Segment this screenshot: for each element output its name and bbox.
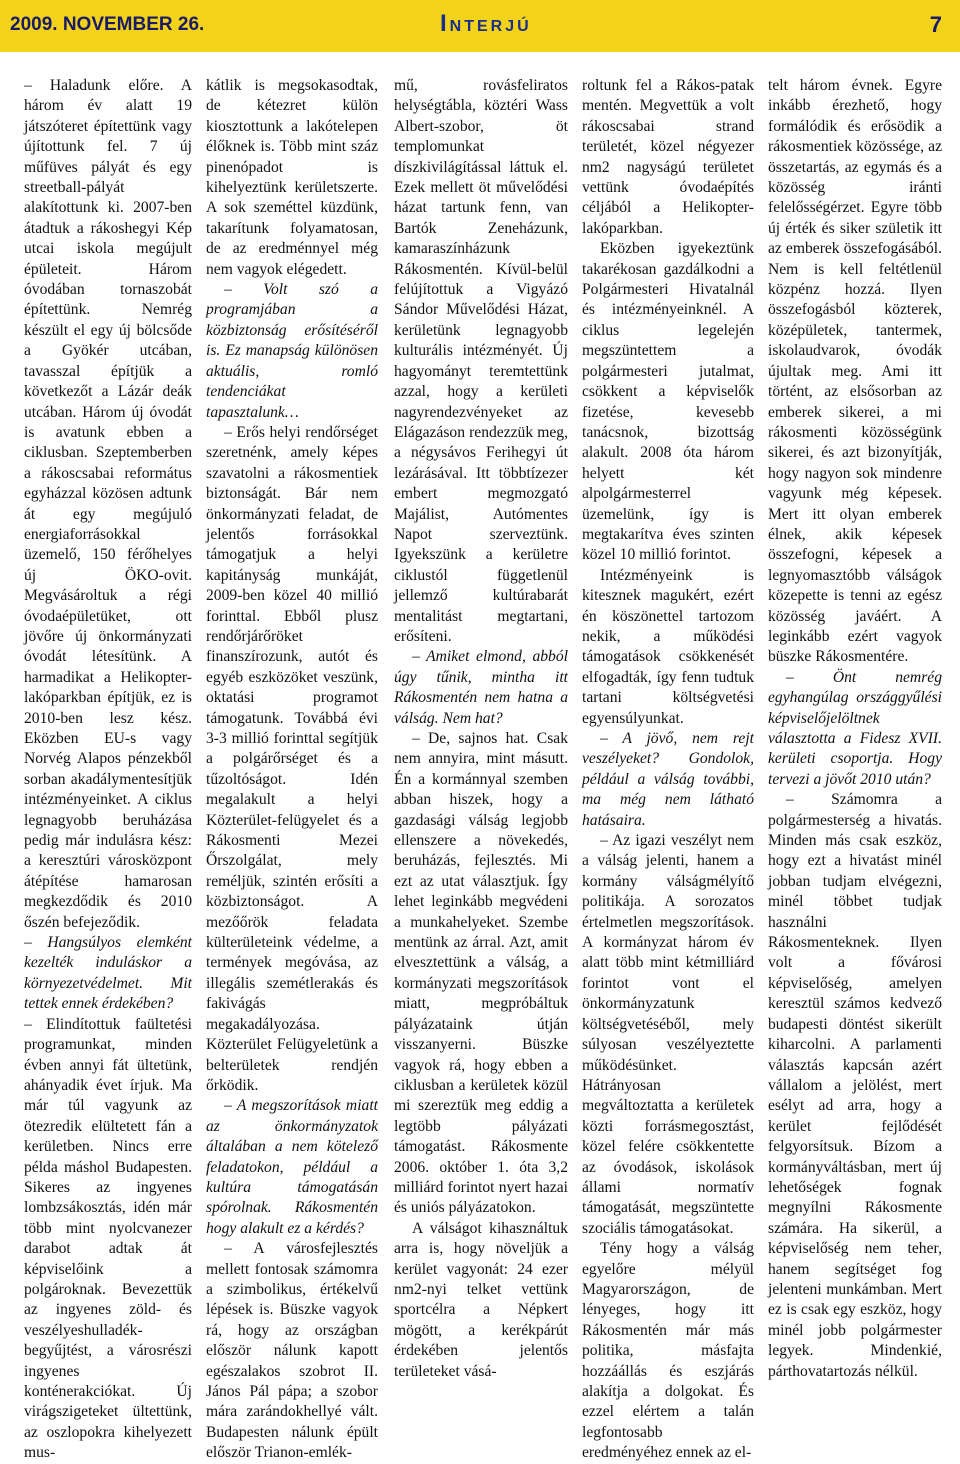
page-number: 7 (929, 12, 942, 37)
section-title-initial: I (440, 10, 450, 37)
paragraph: – De, sajnos hat. Csak nem annyira, mint másutt. Én a kormánnyal szemben abban hiszek, hogy a gazdasági válság legjobb ellenszere a növekedés, beruházás, fejlesztés. Mi ezt az utat választjuk. Így lehet leginkább megvédeni a munkahelyeket. Szembe mentünk az árral. Azt, amit elvesztettünk a válság, a kormányzati megszorítások miatt, megpróbáltuk pályázataink útján visszanyerni. Büszke vagyok rá, hogy ebben a ciklusban a kerületek közül mi szereztük meg eddig a legtöbb pályázati támogatást. Rákosmente 2006. október 1. óta 3,2 milliárd forintot nyert hazai és uniós pályázatokon. (394, 730, 568, 1217)
text-column-4 (582, 76, 754, 1462)
paragraph: – A városfejlesztés mellett fontosak számomra a szimbolikus, értékelvű lépések is. Büszke vagyok rá, hogy az országban először nálunk kapott egészalakos szobrot II. János Pál pápa; a szobor mára zarándokhellyé vált. Budapesten nálunk épült először Trianon-emlék- (206, 1240, 378, 1462)
paragraph: kátlik is megsokasodtak, de kétezret külön kiosztottunk a lakótelepen élőknek is. Több mint száz pinenópadot is kihelyeztünk kerületszerte. A sok szeméttel küzdünk, takarítunk folyamatosan, de az eredménnyel még nem vagyok elégedett. (206, 77, 378, 278)
paragraph: – Elindítottuk faültetési programunkat, minden évben annyi fát ültetünk, ahányadik évet írjuk. Ma már túl vagyunk az ötezredik elültetett fán a kerületben. Nincs erre példa máshol Budapesten. Sikeres az ingyenes lombzsákosztás, idén már több mint nyolcvanezer darabot adtak át képviselőink a polgároknak. Bevezettük az ingyenes zöld- és veszélyeshulladék-begyűjtést, a városrészi ingyenes konténerakciókat. Új virágszigeteket ültettünk, az oszlopokra kihelyezett mus- (24, 1015, 192, 1462)
interview-question: – A megszorítások miatt az önkormányzatok általában a nem kötelező feladatokon, például a kultúra támogatásán spórolnak. Rákosmentén hogy alakult ez a kérdés? (206, 1097, 378, 1237)
paragraph: A válságot kihasználtuk arra is, hogy növeljük a kerület vagyonát: 24 ezer nm2-nyi telket vettünk sportcélra a Népkert mögött, a kerékpárút érdekében jelentős területeket vásá- (394, 1219, 568, 1380)
page-header (0, 0, 960, 52)
text-column-3 (394, 76, 568, 1388)
text-column-1 (24, 76, 192, 1462)
paragraph: mű, rovásfeliratos helységtábla, köztéri Wass Albert-szobor, öt templomunkat díszkivilágítással láttuk el. Ezek mellett öt művelődési házat tartunk fenn, van Bartók Zeneházunk, kamaraszínházunk Rákosmentén. Kívül-belül felújítottuk a Vigyázó Sándor Művelődési Házat, kerületünk legnagyobb kulturális intézményét. Új hagyományt teremtettünk azzal, hogy a kerületi nagyrendezvényeket az Elágazáson rendezzük meg, a négysávos Ferihegyi út lezárásával. Itt többtízezer embert megmozgató Majálist, Autómentes Napot szerveztünk. Igyekszünk a kerületre ciklustól függetlenül jellemző kultúrabarát mentalitást megtartani, erősíteni. (394, 77, 568, 645)
paragraph: roltunk fel a Rákos-patak mentén. Megvettük a volt rákoscsabai strand területét, közel négyezer nm2 nagyságú területet vettünk óvodaépítés céljából a Helikopter-lakóparkban. (582, 77, 754, 237)
interview-question: – A jövő, nem rejt veszélyeket? Gondolok, például a válság további, ma még nem látható hatásaira. (582, 730, 754, 829)
section-title (440, 10, 532, 38)
interview-question: – Hangsúlyos elemként kezelték induláskor a környezetvédelmet. Mit tettek ennek érdekében? (24, 934, 192, 1013)
paragraph: Intézményeink is kitesznek magukért, ezért én köszönettel tartozom nekik, a működési támogatások csökkenését elfogadták, így fenn tudtuk tartani költségvetési egyensúlyunkat. (582, 566, 754, 727)
paragraph: – Haladunk előre. A három év alatt 19 játszóteret építettünk vagy újítottunk fel. 7 új műfüves pályát és egy streetball-pályát alakítottunk ki. 2007-ben átadtuk a rákoshegyi Kép utcai iskola megújult épületeit. Három óvodában tornaszobát építettünk. Nemrég készült el egy új bölcsőde a Gyökér utcában, tavasszal építjük a következőt a Lázár deák utcában. Három új óvodát is avatunk ebben a ciklusban. Szeptemberben a rákoscsabai református egyházzal közösen adtunk át egy megújuló energiaforrásokkal üzemelő, 150 férőhelyes új ÖKO-ovit. Megvásároltuk a régi óvodaépületüket, ott jövőre új önkormányzati óvodát létesítünk. A harmadikat a Helikopter-lakóparkban építjük, ez is 2010-ben lesz kész. Eközben EU-s vagy Norvég Alapos pénzekből sorban akadálymentesítjük intézményeinket. A ciklus legnagyobb beruházása pedig már indulásra kész: a keresztúri városközpont átépítése hamarosan megkezdődik és 2010 őszén befejeződik. (24, 77, 192, 931)
paragraph: – Az igazi veszélyt nem a válság jelenti, hanem a kormány válságmélyítő politikája. A sorozatos értelmetlen megszorítások. A kormányzat három év alatt több mint kétmilliárd forintot vont el önkormányzatunk költségvetéséből, mely súlyosan veszélyeztette működésünket. Hátrányosan megváltoztatta a kerületek közti forrásmegosztást, közel felére csökkentette az óvodások, iskolások állami normatív támogatását, megszüntette szociális támogatásokat. (582, 832, 754, 1237)
text-column-5 (768, 76, 942, 1388)
interview-question: – Volt szó a programjában a közbiztonság erősítéséről is. Ez manapság különösen aktuális, romló tendenciákat tapasztalunk… (206, 281, 378, 421)
paragraph: – Számomra a polgármesterség a hivatás. Minden más csak eszköz, hogy ezt a hivatást minél jobban tudjam elvégezni, minél többet tudjak használni Rákosmenteknek. Ilyen volt a fővárosi képviselőség, amelyen keresztül számos kedvező budapesti döntést sikerült kiharcolni. A parlamenti választás kapcsán azért vállalom a jelölést, mert esélyt ad arra, hogy a kerület fejlődését felgyorsítsuk. Bízom a kormányváltásban, mert új lehetőségek fognak megnyílni Rákosmente számára. Ha sikerül, a képviselőség nem teher, hanem segítséget fog jelenteni munkámban. Mert ez is csak egy eszköz, hogy minél jobb polgármester legyek. Mindenkié, párthovatartozás nélkül. (768, 791, 942, 1380)
issue-date: 2009. NOVEMBER 26. (10, 14, 205, 35)
section-title-rest: NTERJÚ (449, 18, 532, 35)
paragraph: – Erős helyi rendőrséget szeretnénk, amely képes szavatolni a rákosmentiek biztonságát. Bár nem önkormányzati feladat, de jelentős forrásokkal támogatjuk a helyi kapitányság munkáját, 2009-ben közel 40 millió forinttal. Ebből plusz rendőrjárőröket finanszírozunk, autót és egyéb eszközöket veszünk, oktatási programot támogatunk. Továbbá évi 3-3 millió forinttal segítjük a polgárőrséget és a tűzoltóságot. Idén megalakult a helyi Közterület-felügyelet és a Rákosmenti Mezei Őrszolgálat, mely reméljük, szintén erősíti a közbiztonságot. A mezőőrök feladata külterületeink védelme, a termények megóvása, az illegális szemétlerakás és fakivágás megakadályozása. Közterület Felügyeletünk a belterületek rendjén őrködik. (206, 423, 378, 1094)
text-column-2 (206, 76, 378, 1462)
paragraph: Eközben igyekeztünk takarékosan gazdálkodni a Polgármesteri Hivatalnál és intézményeinknél. A ciklus legelején megszüntettem a polgármesteri jutalmat, csökkent a képviselők fizetése, kevesebb tanácsnok, bizottság alakult. 2008 óta három helyett két alpolgármesterrel üzemelünk, így is megtakarítva éves szinten közel 10 millió forintot. (582, 240, 754, 564)
paragraph: Tény hogy a válság egyelőre mélyül Magyarországon, de lényeges, hogy itt Rákosmentén már más politika, másfajta hozzáállás és eszjárás alakítja a dolgokat. És ezzel elértem a talán legfontosabb eredményéhez ennek az el- (582, 1240, 754, 1462)
interview-question: – Amiket elmond, abból úgy tűnik, mintha itt Rákosmentén nem hatna a válság. Nem hat? (394, 648, 568, 727)
interview-question: – Önt nemrég egyhangúlag országgyűlési képviselőjelöltnek választotta a Fidesz XVII. kerületi csoportja. Hogy tervezi a jövőt 2010 után? (768, 668, 942, 788)
paragraph: telt három évnek. Egyre inkább érezhető, hogy formálódik és erősödik a rákosmentiek közössége, az összetartás, az egymás és a közösség iránti felelősségérzet. Egyre több új érték és siker születik itt az emberek összefogásából. Nem is kell feltétlenül közpénz hozzá. Ilyen összefogásból közterek, középületek, tantermek, iskolaudvarok, óvodák újultak meg. Ami itt történt, az elsősorban az emberek sikerei, a mi rákosmenti közösségünk sikerei, és azt bizonyítják, hogy nagyon sok mindenre vagyunk még képesek. Mert itt olyan emberek élnek, akik képesek összefogni, képesek a legnyomasztóbb válságok közepette is tenni az egész közösség javáért. A leginkább ezért vagyok büszke Rákosmentére. (768, 77, 942, 666)
